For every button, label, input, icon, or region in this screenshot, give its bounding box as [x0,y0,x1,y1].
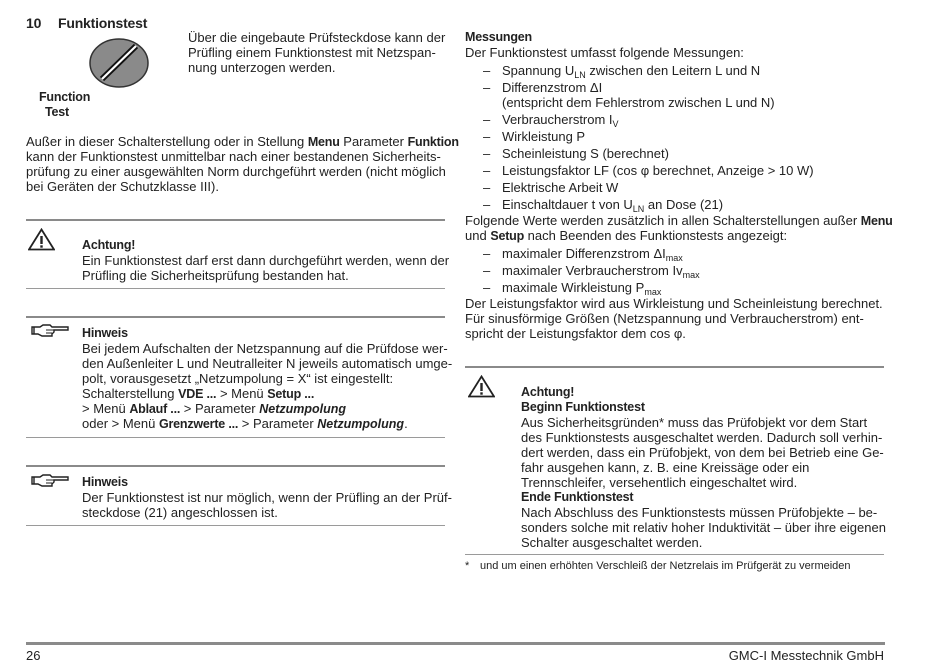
note1-line-1: Bei jedem Aufschalten der Netzspannung auf die Prüfdose wer- [82,341,448,356]
para-line-2: kann der Funktionstest unmittelbar nach einer bestandenen Sicherheits- [26,149,441,164]
warning2-end-line-2: sonders solche mit relativ hoher Induktivität – über ihre eigenen [521,520,886,535]
warning2-title: Achtung! [521,385,575,399]
item-text: Spannung U [502,63,575,78]
measurement-energy: Elektrische Arbeit W [502,180,619,195]
warning-title: Achtung! [82,238,136,252]
warning2-rule-bottom [465,554,884,555]
setup-keyword: Setup ... [267,387,315,401]
company-name: GMC-I Messtechnik GmbH [728,648,884,663]
ablauf-keyword: Ablauf ... [129,402,181,416]
list-dash: – [483,146,491,161]
footnote-text: und um einen erhöhten Verschleiß der Netzrelais im Prüfgerät zu vermeiden [480,560,851,572]
subscript: max [682,270,700,280]
note1-rule-bottom [26,437,445,438]
note-text: > Menü [82,401,130,416]
power-factor-line-2: Für sinusförmige Größen (Netzspannung und Verbraucherstrom) ent- [465,311,864,326]
menu-keyword: Menu [860,214,893,228]
item-text: Verbraucherstrom I [502,112,613,127]
warning2-rule-top [465,366,884,368]
note1-line-2: den Außenleiter L und Neutralleiter N jeweils automatisch umge- [82,356,453,371]
subscript: LN [574,70,586,80]
measurements-intro: Der Funktionstest umfasst folgende Messungen: [465,45,744,60]
vde-keyword: VDE ... [178,387,217,401]
max-load-current [502,263,700,278]
additional-values-line-2 [465,228,787,244]
item-text: Einschaltdauer t von U [502,197,633,212]
warning-triangle-icon [28,228,55,251]
warning2-end-line-3: Schalter ausgeschaltet werden. [521,535,703,550]
dial-label-test: Test [45,105,69,119]
measurement-voltage [502,63,760,78]
warning-triangle-icon [468,375,495,398]
note-text: > Menü [216,386,268,401]
note-text: Schalterstellung [82,386,179,401]
menu-keyword: Menu [307,135,340,149]
note2-title: Hinweis [82,475,128,489]
subscript: max [644,287,662,297]
list-dash: – [483,246,491,261]
function-test-dial-icon [88,37,150,89]
measurements-heading: Messungen [465,30,532,44]
note1-line-6 [82,416,408,432]
note2-rule-top [26,465,445,467]
warning2-start-line-1: Aus Sicherheitsgründen* muss das Prüfobjekt vor dem Start [521,415,868,430]
intro-line-1: Über die eingebaute Prüfsteckdose kann der [188,30,446,45]
measurement-differential-current: Differenzstrom ΔI [502,80,603,95]
measurement-differential-note: (entspricht dem Fehlerstrom zwischen L und N) [502,95,775,110]
measurement-apparent-power: Scheinleistung S (berechnet) [502,146,669,161]
dial-label-function: Function [39,90,91,104]
item-text: zwischen den Leitern L und N [585,63,761,78]
power-factor-line-1: Der Leistungsfaktor wird aus Wirkleistung und Scheinleistung berechnet. [465,296,883,311]
item-text: maximaler Verbraucherstrom Iv [502,263,683,278]
pointing-hand-icon [30,323,70,338]
section-number: 10 [26,15,42,31]
item-text: maximaler Differenzstrom ΔI [502,246,666,261]
page-number: 26 [26,648,41,663]
warning2-end-line-1: Nach Abschluss des Funktionstests müssen Prüfobjekte – be- [521,505,878,520]
item-text: maximale Wirkleistung P [502,280,645,295]
additional-values-line-1 [465,213,893,229]
para-line-1 [26,134,459,150]
item-text: an Dose (21) [644,197,724,212]
note1-line-5 [82,401,346,417]
warning2-subtitle-start: Beginn Funktionstest [521,400,645,414]
note-text: > Parameter [180,401,260,416]
warning2-start-line-5: Trennschleifer, versehentlich eingeschaltet wird. [521,475,798,490]
para-text: und [465,228,491,243]
para-text: Parameter [339,134,408,149]
list-dash: – [483,163,491,178]
note2-line-1: Der Funktionstest ist nur möglich, wenn der Prüfling an der Prüf- [82,490,452,505]
warning2-subtitle-end: Ende Funktionstest [521,490,634,504]
list-dash: – [483,80,491,95]
list-dash: – [483,180,491,195]
note-text: > Parameter [238,416,318,431]
list-dash: – [483,280,491,295]
note-text: . [404,416,408,431]
section-title: Funktionstest [58,15,148,31]
list-dash: – [483,129,491,144]
netzumpolung-keyword: Netzumpolung [259,402,347,416]
para-text: Folgende Werte werden zusätzlich in allen Schalterstellungen außer [465,213,861,228]
warning-rule-top [26,219,445,221]
note1-line-4 [82,386,314,402]
funktion-keyword: Funktion [407,135,459,149]
note1-rule-top [26,316,445,318]
para-text: nach Beenden des Funktionstests angezeigt: [524,228,788,243]
subscript: LN [632,204,645,214]
subscript: max [665,253,683,263]
list-dash: – [483,63,491,78]
para-line-4: bei Geräten der Schutzklasse III). [26,179,219,194]
note-text: oder > Menü [82,416,159,431]
measurement-on-time [502,197,723,212]
max-active-power [502,280,661,295]
subscript: V [612,119,619,129]
list-dash: – [483,197,491,212]
measurement-power-factor: Leistungsfaktor LF (cos φ berechnet, Anzeige > 10 W) [502,163,814,178]
note2-line-2: steckdose (21) angeschlossen ist. [82,505,278,520]
note1-line-3: polt, vorausgesetzt „Netzumpolung = X“ ist eingestellt: [82,371,394,386]
measurement-load-current [502,112,619,127]
power-factor-line-3: spricht der Leistungsfaktor dem cos φ. [465,326,686,341]
para-line-3: prüfung zu einer ausgewählten Norm durchgeführt werden (nicht möglich [26,164,446,179]
intro-line-3: nung unterzogen werden. [188,60,336,75]
warning-line-2: Prüfling die Sicherheitsprüfung bestanden hat. [82,268,349,283]
list-dash: – [483,263,491,278]
netzumpolung-keyword: Netzumpolung [317,417,405,431]
note2-rule-bottom [26,525,445,526]
warning-line-1: Ein Funktionstest darf erst dann durchgeführt werden, wenn der [82,253,450,268]
footnote-mark: * [465,560,470,572]
max-differential-current [502,246,683,261]
measurement-active-power: Wirkleistung P [502,129,586,144]
footer-rule [26,642,885,645]
pointing-hand-icon [30,473,70,488]
warning2-start-line-4: fahr ausgehen kann, z. B. eine Kreissäge oder ein [521,460,810,475]
setup-keyword: Setup [490,229,525,243]
grenzwerte-keyword: Grenzwerte ... [158,417,239,431]
warning2-start-line-2: des Funktionstests ausgeschaltet werden. Dadurch soll verhin- [521,430,883,445]
intro-line-2: Prüfling einem Funktionstest mit Netzspan- [188,45,436,60]
note1-title: Hinweis [82,326,128,340]
warning-rule-bottom [26,288,445,289]
para-text: Außer in dieser Schalterstellung oder in Stellung [26,134,308,149]
warning2-start-line-3: dert werden, dass ein Prüfobjekt, von dem bei Betrieb eine Ge- [521,445,884,460]
list-dash: – [483,112,491,127]
